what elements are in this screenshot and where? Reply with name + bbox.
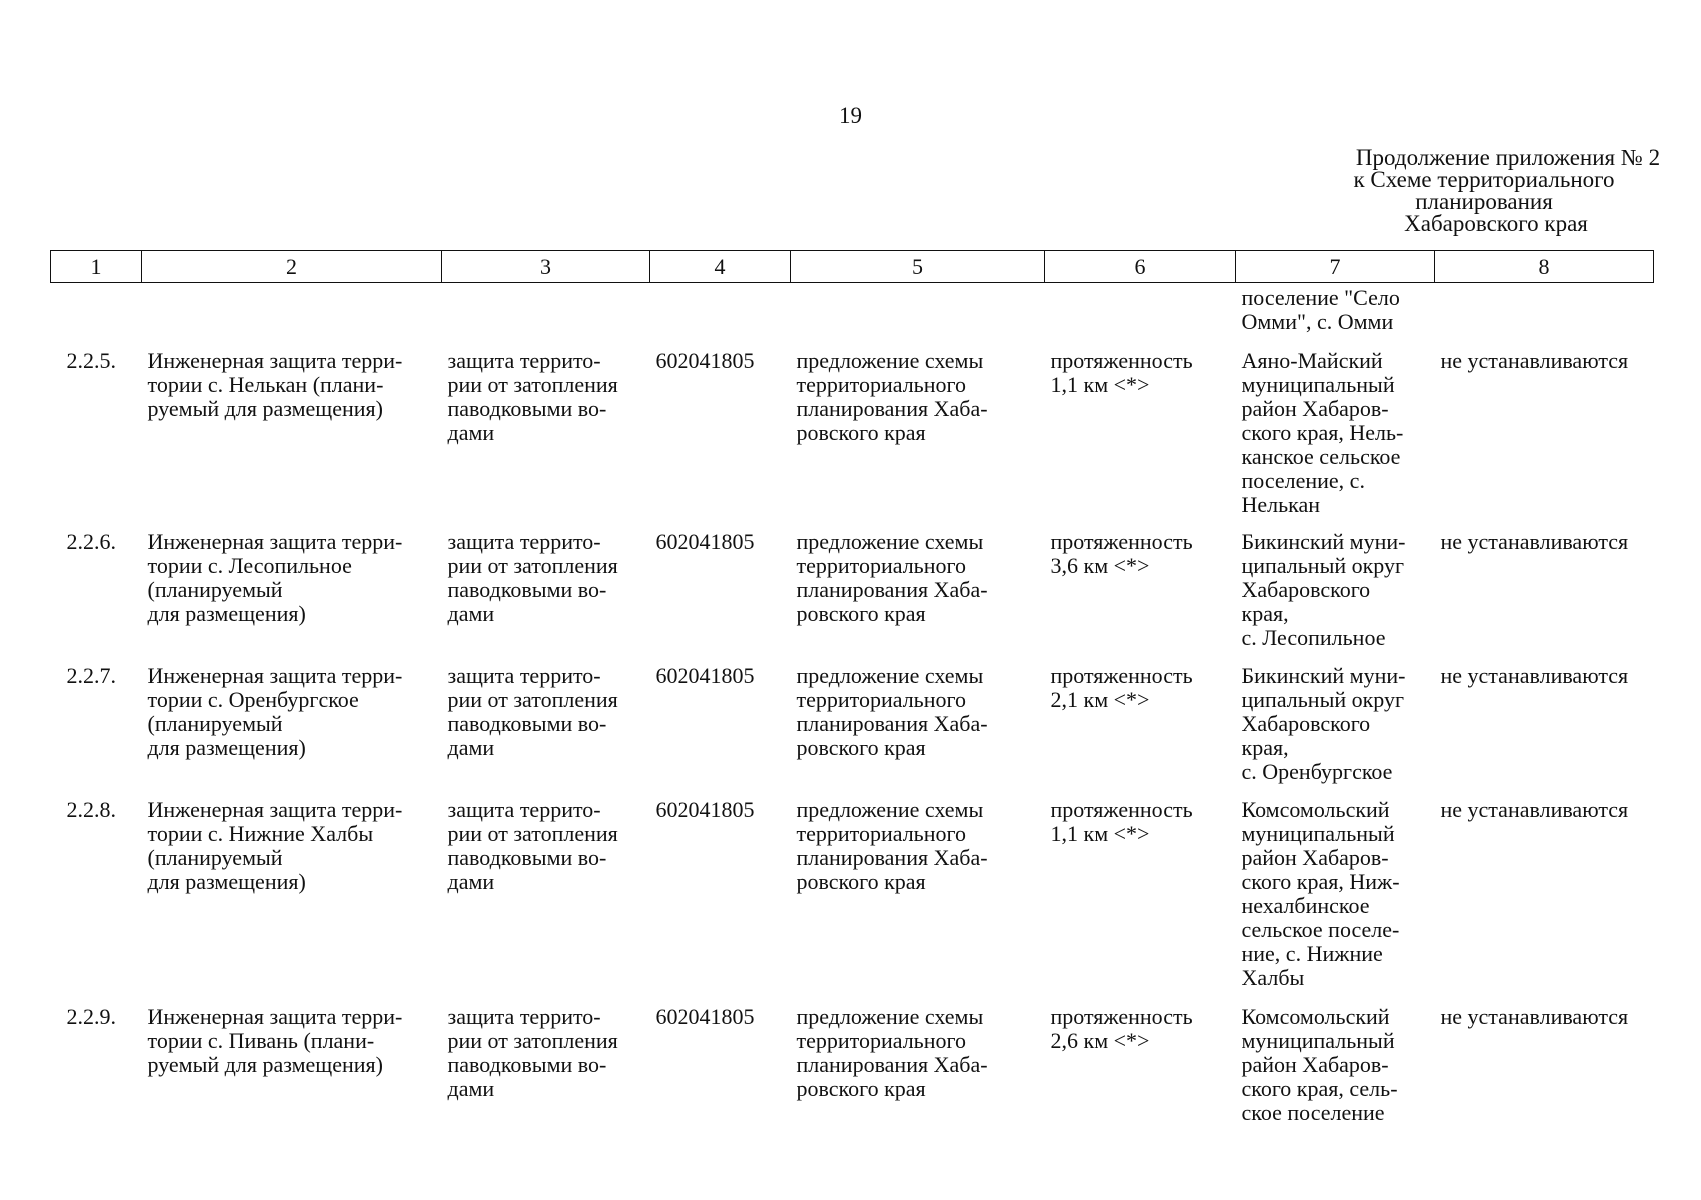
cell-line: для размещения) [147, 734, 306, 760]
placement-basis-cell [791, 792, 1045, 999]
object-code-cell: 602041805 [655, 796, 755, 822]
table-cell [142, 283, 442, 343]
location-cell [1236, 343, 1435, 524]
special-zones-cell: не устанавливаются [1440, 528, 1629, 554]
cell-line: ние, с. Нижние [1241, 940, 1383, 966]
cell-line: территориального [796, 820, 966, 846]
cell-line: края, [1241, 600, 1289, 626]
cell-line: защита террито- [447, 347, 601, 373]
cell-line: Бикинский муни- [1241, 662, 1406, 688]
cell-line: дами [447, 419, 495, 445]
cell-line: защита террито- [447, 796, 601, 822]
cell-line: протяженность [1050, 796, 1193, 822]
cell-line: Нелькан [1241, 491, 1321, 517]
cell-line: планирования Хаба- [796, 1051, 988, 1077]
cell-line: канское сельское [1241, 443, 1401, 469]
cell-line: 3,6 км <*> [1050, 552, 1150, 578]
cell-line: планирования Хаба- [796, 844, 988, 870]
continuation-row [51, 283, 1654, 343]
cell-line: паводковыми во- [447, 710, 607, 736]
cell-line: Халбы [1241, 964, 1305, 990]
location-cell [1236, 658, 1435, 792]
object-purpose-cell [442, 792, 650, 999]
cell-line: Аяно-Майский [1241, 347, 1383, 373]
cell-line: ровского края [796, 734, 926, 760]
table-row [51, 999, 1654, 1149]
cell-line: тории с. Лесопильное [147, 552, 352, 578]
object-purpose-cell [442, 658, 650, 792]
table-row [51, 343, 1654, 524]
cell-line: края, [1241, 734, 1289, 760]
cell-line: 1,1 км <*> [1050, 820, 1150, 846]
cell-line: тории с. Оренбургское [147, 686, 359, 712]
table-cell [650, 283, 791, 343]
cell-line: с. Оренбургское [1241, 758, 1393, 784]
cell-line: ское поселение [1241, 1099, 1385, 1125]
cell-line: рии от затопления [447, 371, 618, 397]
cell-line: дами [447, 1075, 495, 1101]
cell-line: ципальный округ [1241, 552, 1405, 578]
cell-line: предложение схемы [796, 662, 984, 688]
table-row [51, 792, 1654, 999]
cell-line: руемый для размещения) [147, 395, 383, 421]
cell-line: муниципальный [1241, 820, 1395, 846]
cell-line: рии от затопления [447, 686, 618, 712]
object-number-cell: 2.2.5. [66, 347, 116, 373]
cell-line: предложение схемы [796, 347, 984, 373]
cell-line: Бикинский муни- [1241, 528, 1406, 554]
cell-line: паводковыми во- [447, 395, 607, 421]
cell-line: предложение схемы [796, 528, 984, 554]
appendix-note-line: планирования [1415, 189, 1553, 214]
cell-line: паводковыми во- [447, 576, 607, 602]
cell-line: паводковыми во- [447, 1051, 607, 1077]
cell-line: ровского края [796, 600, 926, 626]
cell-line: муниципальный [1241, 1027, 1395, 1053]
object-name-cell [142, 343, 442, 524]
table-header-row [51, 251, 1654, 283]
cell-line: территориального [796, 1027, 966, 1053]
placement-basis-cell [791, 343, 1045, 524]
cell-line: сельское поселе- [1241, 916, 1400, 942]
cell-line: паводковыми во- [447, 844, 607, 870]
table-row [51, 524, 1654, 658]
cell-line: Инженерная защита терри- [147, 528, 403, 554]
cell-line: протяженность [1050, 528, 1193, 554]
object-number-cell: 2.2.6. [66, 528, 116, 554]
cell-line: рии от затопления [447, 1027, 618, 1053]
cell-line: тории с. Нижние Халбы [147, 820, 374, 846]
cell-line: 1,1 км <*> [1050, 371, 1150, 397]
placement-basis-cell [791, 999, 1045, 1149]
placement-basis-cell [791, 658, 1045, 792]
characteristics-cell [1045, 343, 1236, 524]
table-cell [791, 283, 1045, 343]
cell-line: Инженерная защита терри- [147, 347, 403, 373]
column-number-header: 6 [1045, 251, 1236, 283]
cell-line: ровского края [796, 419, 926, 445]
cell-line: Хабаровского [1241, 710, 1371, 736]
location-cell [1236, 999, 1435, 1149]
location-cell [1236, 524, 1435, 658]
cell-line: Инженерная защита терри- [147, 796, 403, 822]
column-number-header: 4 [650, 251, 791, 283]
object-purpose-cell [442, 524, 650, 658]
cell-line: для размещения) [147, 868, 306, 894]
cell-line: 2,1 км <*> [1050, 686, 1150, 712]
cell-line: ского края, Ниж- [1241, 868, 1400, 894]
object-number-cell: 2.2.9. [66, 1003, 116, 1029]
special-zones-cell: не устанавливаются [1440, 796, 1629, 822]
cell-line: поселение "Село [1241, 285, 1400, 310]
cell-line: планирования Хаба- [796, 710, 988, 736]
cell-line: предложение схемы [796, 1003, 984, 1029]
page-number: 19 [839, 103, 862, 128]
cell-line: для размещения) [147, 600, 306, 626]
special-zones-cell: не устанавливаются [1440, 1003, 1629, 1029]
cell-line: ровского края [796, 1075, 926, 1101]
cell-line: поселение, с. [1241, 467, 1365, 493]
object-code-cell: 602041805 [655, 528, 755, 554]
object-number-cell: 2.2.8. [66, 796, 116, 822]
column-number-header: 5 [791, 251, 1045, 283]
cell-line: протяженность [1050, 662, 1193, 688]
objects-table [50, 250, 1654, 1149]
cell-line: протяженность [1050, 1003, 1193, 1029]
column-number-header: 8 [1435, 251, 1654, 283]
location-cell [1236, 792, 1435, 999]
location-cell [1236, 283, 1435, 343]
cell-line: ского края, Нель- [1241, 419, 1404, 445]
cell-line: дами [447, 734, 495, 760]
cell-line: нехалбинское [1241, 892, 1370, 918]
cell-line: территориального [796, 686, 966, 712]
cell-line: ципальный округ [1241, 686, 1405, 712]
special-zones-cell: не устанавливаются [1440, 662, 1629, 688]
column-number-header: 2 [142, 251, 442, 283]
cell-line: (планируемый [147, 844, 283, 870]
appendix-note-line: Продолжение приложения № 2 [1355, 145, 1661, 170]
special-zones-cell: не устанавливаются [1440, 347, 1629, 373]
cell-line: территориального [796, 371, 966, 397]
cell-line: планирования Хаба- [796, 395, 988, 421]
object-name-cell [142, 524, 442, 658]
cell-line: Инженерная защита терри- [147, 662, 403, 688]
cell-line: защита террито- [447, 1003, 601, 1029]
object-purpose-cell [442, 343, 650, 524]
cell-line: защита террито- [447, 662, 601, 688]
table-cell [1045, 283, 1236, 343]
cell-line: территориального [796, 552, 966, 578]
cell-line: (планируемый [147, 576, 283, 602]
table-row [51, 658, 1654, 792]
column-number-header: 7 [1236, 251, 1435, 283]
object-name-cell [142, 658, 442, 792]
cell-line: дами [447, 868, 495, 894]
cell-line: ского края, сель- [1241, 1075, 1398, 1101]
cell-line: район Хабаров- [1241, 1051, 1389, 1077]
cell-line: защита террито- [447, 528, 601, 554]
object-code-cell: 602041805 [655, 347, 755, 373]
cell-line: с. Лесопильное [1241, 624, 1386, 650]
characteristics-cell [1045, 524, 1236, 658]
cell-line: ровского края [796, 868, 926, 894]
object-code-cell: 602041805 [655, 662, 755, 688]
column-number-header: 3 [442, 251, 650, 283]
cell-line: район Хабаров- [1241, 844, 1389, 870]
cell-line: планирования Хаба- [796, 576, 988, 602]
cell-line: муниципальный [1241, 371, 1395, 397]
cell-line: рии от затопления [447, 820, 618, 846]
cell-line: Комсомольский [1241, 1003, 1390, 1029]
object-name-cell [142, 999, 442, 1149]
cell-line: 2,6 км <*> [1050, 1027, 1150, 1053]
characteristics-cell [1045, 658, 1236, 792]
cell-line: тории с. Нелькан (плани- [147, 371, 384, 397]
cell-line: район Хабаров- [1241, 395, 1389, 421]
cell-line: рии от затопления [447, 552, 618, 578]
cell-line: протяженность [1050, 347, 1193, 373]
cell-line: Комсомольский [1241, 796, 1390, 822]
object-purpose-cell [442, 999, 650, 1149]
characteristics-cell [1045, 792, 1236, 999]
cell-line: (планируемый [147, 710, 283, 736]
cell-line: руемый для размещения) [147, 1051, 383, 1077]
object-code-cell: 602041805 [655, 1003, 755, 1029]
appendix-note [1284, 147, 1684, 235]
cell-line: дами [447, 600, 495, 626]
cell-line: Инженерная защита терри- [147, 1003, 403, 1029]
placement-basis-cell [791, 524, 1045, 658]
table-cell [1435, 283, 1654, 343]
cell-line: тории с. Пивань (плани- [147, 1027, 375, 1053]
characteristics-cell [1045, 999, 1236, 1149]
object-number-cell: 2.2.7. [66, 662, 116, 688]
cell-line: Хабаровского [1241, 576, 1371, 602]
column-number-header: 1 [51, 251, 142, 283]
cell-line: предложение схемы [796, 796, 984, 822]
cell-line: Омми", с. Омми [1241, 309, 1394, 334]
appendix-note-line: Хабаровского края [1404, 211, 1588, 236]
appendix-note-line: к Схеме территориального [1353, 167, 1615, 192]
table-cell [442, 283, 650, 343]
table-cell [51, 283, 142, 343]
object-name-cell [142, 792, 442, 999]
